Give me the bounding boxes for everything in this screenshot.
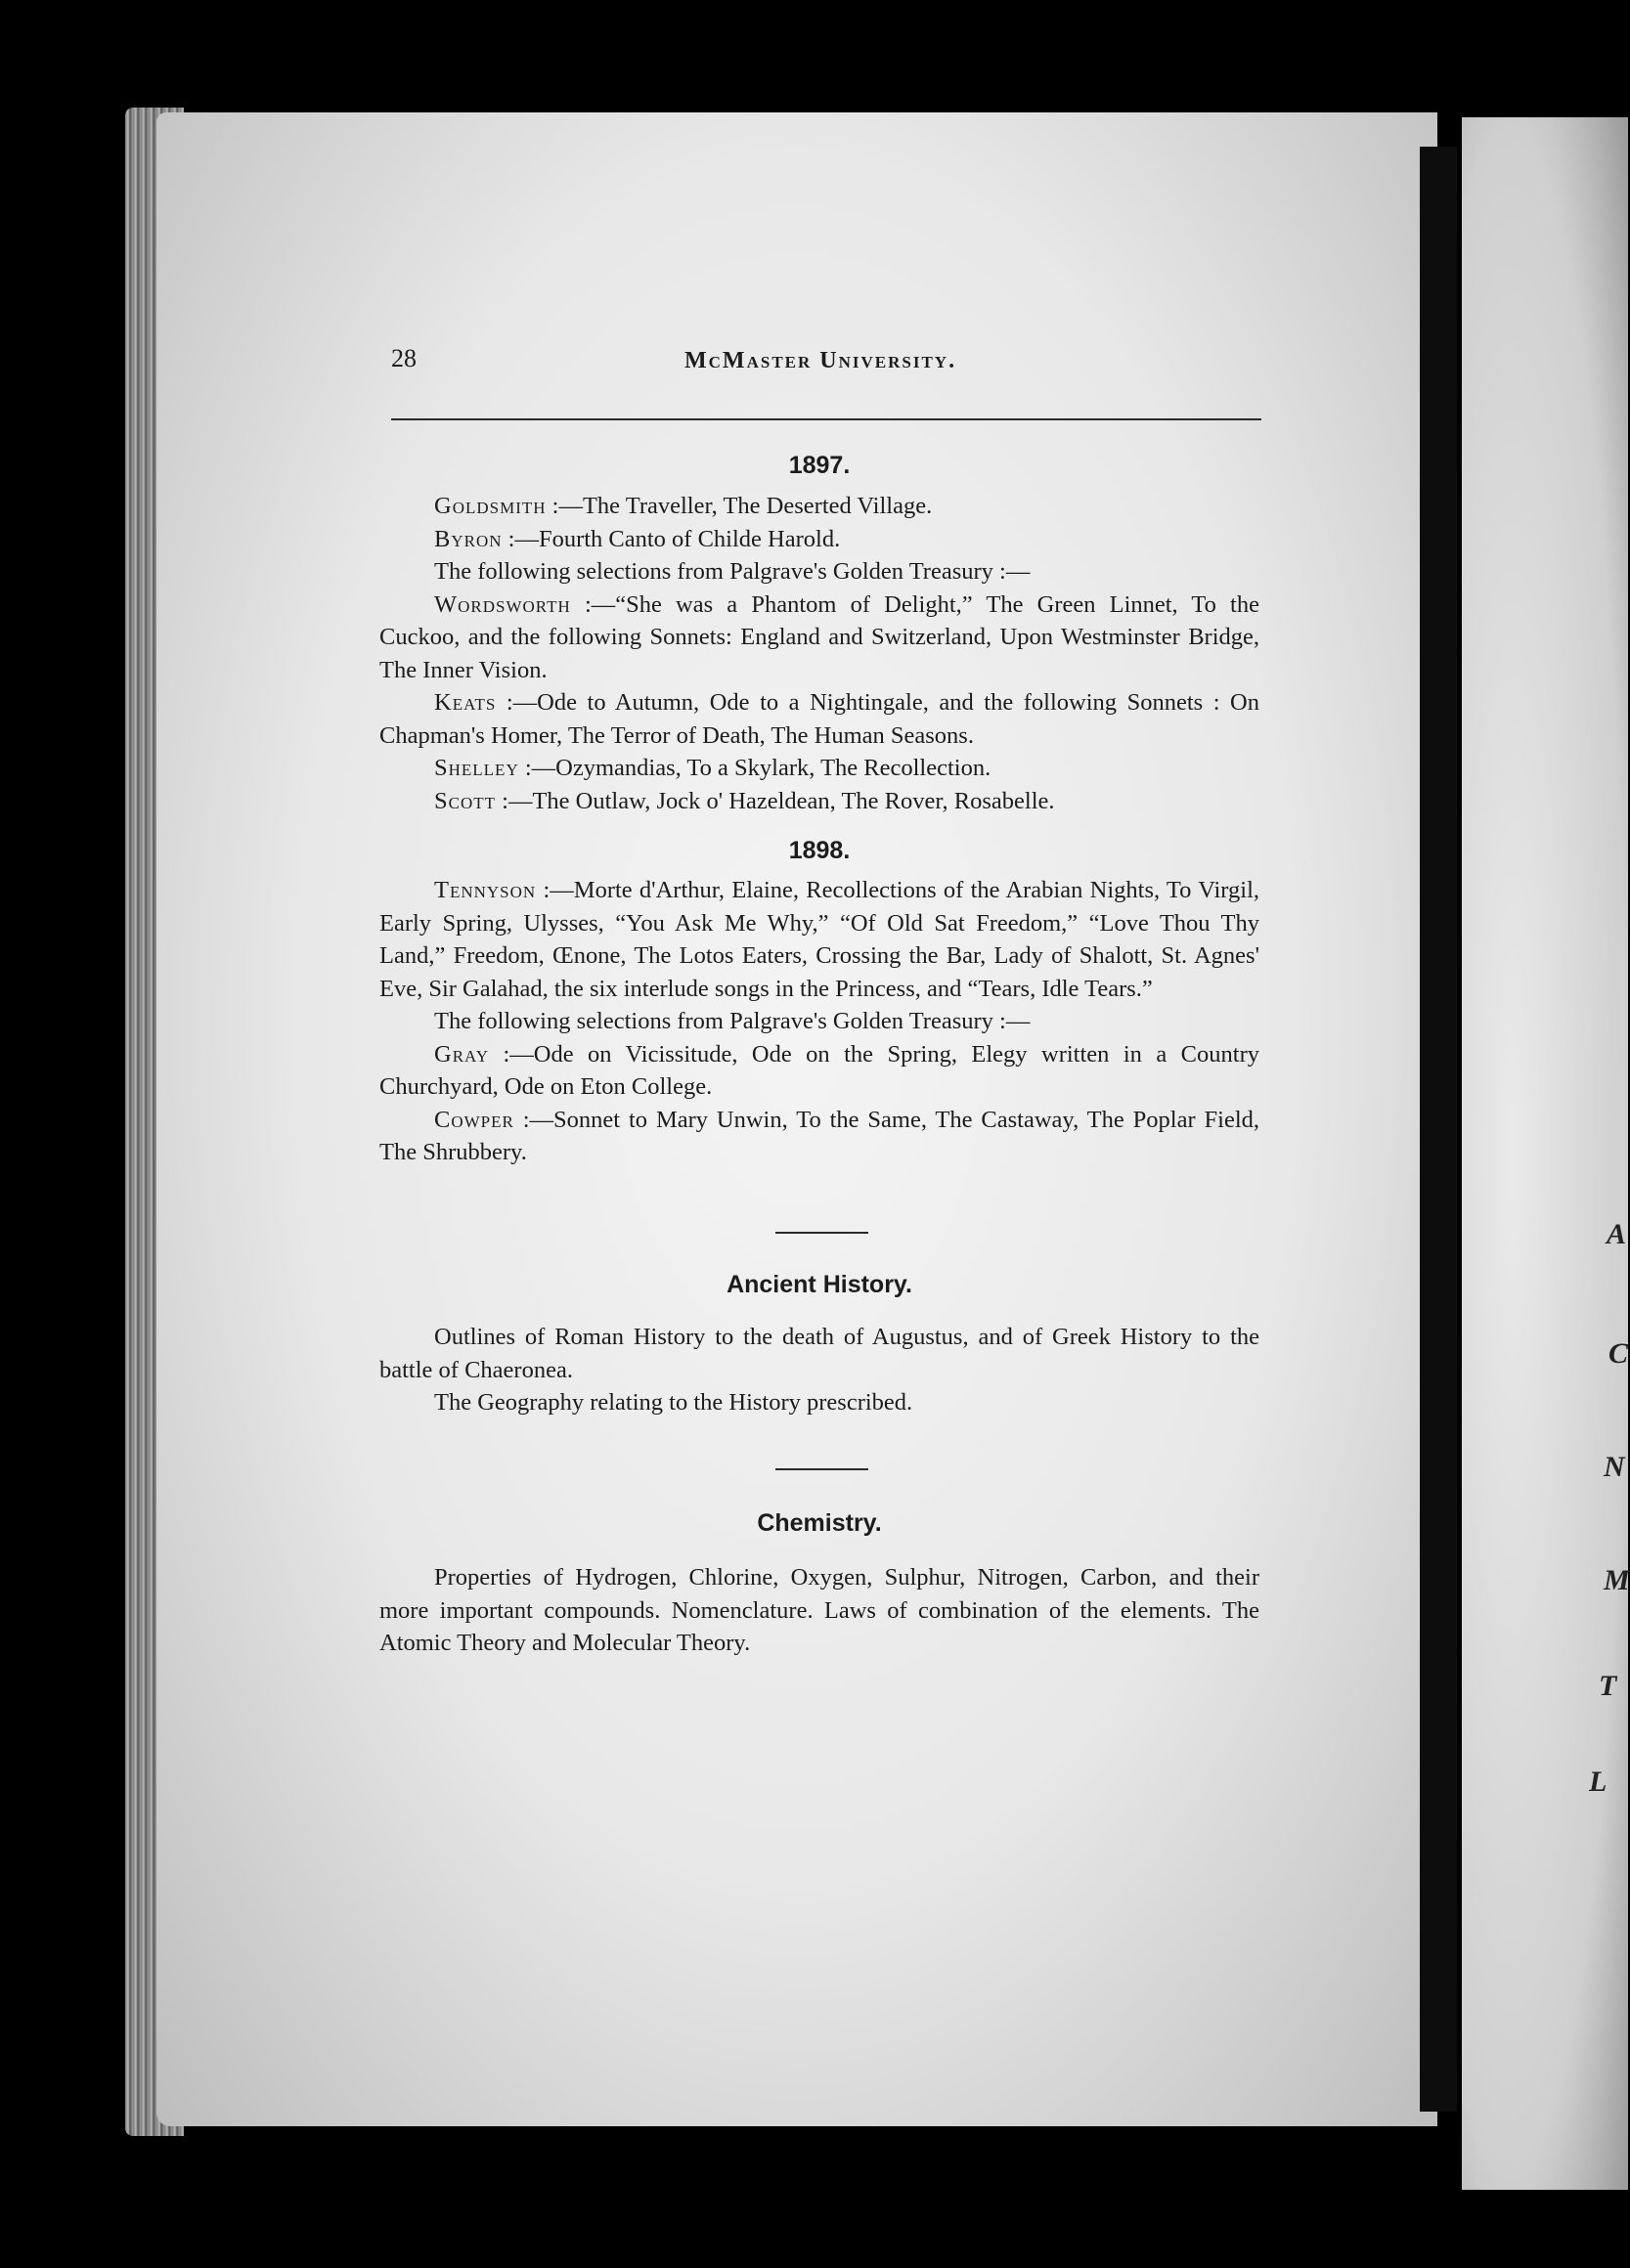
entry-text: :—The Outlaw, Jock o' Hazeldean, The Rover, Rosabelle.	[496, 787, 1055, 814]
author-name: Byron	[434, 525, 503, 552]
entry-keats	[379, 686, 1259, 752]
header-rule	[391, 418, 1261, 420]
entry-text: :—Morte d'Arthur, Elaine, Recollections of the Arabian Nights, To Virgil, Early Spring, Ulysses, “You Ask Me Why,” “Of Old Sat Freedom,” “Love Thou Thy Land,” Freedom, Œnone, The Lotos Eaters, Crossing the Bar, Lady of Shalott, St. Agnes' Eve, Sir Galahad, the six interlude songs in the Princess, and “Tears, Idle Tears.”	[379, 877, 1259, 1002]
section-divider	[775, 1232, 868, 1234]
year-heading-1898: 1898.	[788, 837, 851, 864]
running-title: McMaster University.	[684, 348, 957, 373]
facing-page-fragment: N	[1604, 1451, 1625, 1483]
author-name: Shelley	[434, 755, 519, 781]
entry-wordsworth	[379, 589, 1259, 687]
facing-page-fragment: L	[1589, 1766, 1608, 1798]
entry-palgrave-intro	[379, 1005, 1259, 1038]
ancient-history-paragraph: The Geography relating to the History prescribed.	[434, 1389, 913, 1416]
entry-text: :—“She was a Phantom of Delight,” The Green Linnet, To the Cuckoo, and the following Sonnets: England and Switzerland, Upon Westminster Bridge, The Inner Vision.	[379, 590, 1259, 683]
chemistry-paragraph: Properties of Hydrogen, Chlorine, Oxygen, Sulphur, Nitrogen, Carbon, and their more important compounds. Nomenclature. Laws of combination of the elements. The Atomic Theory and Molecular Theory.	[379, 1564, 1259, 1656]
book-gutter	[1420, 147, 1457, 2112]
entry-gray	[379, 1038, 1259, 1104]
ancient-history-paragraph: Outlines of Roman History to the death of Augustus, and of Greek History to the battle of Chaeronea.	[379, 1324, 1259, 1383]
ancient-history-heading: Ancient History.	[727, 1271, 912, 1298]
author-name: Keats	[434, 689, 497, 716]
entry-text: :—Ozymandias, To a Skylark, The Recollection.	[518, 755, 991, 781]
author-name: Tennyson	[434, 877, 537, 903]
entry-text: :—Ode to Autumn, Ode to a Nightingale, and the following Sonnets : On Chapman's Homer, The Terror of Death, The Human Seasons.	[379, 689, 1259, 749]
section-1898-body	[379, 874, 1259, 1169]
entry-text: :—Fourth Canto of Childe Harold.	[502, 525, 841, 552]
entry-text: The following selections from Palgrave's Golden Treasury :—	[434, 558, 1031, 585]
entry-goldsmith	[379, 490, 1259, 523]
author-name: Cowper	[434, 1106, 514, 1133]
chemistry-heading: Chemistry.	[757, 1509, 882, 1537]
entry-byron	[379, 523, 1259, 556]
author-name: Goldsmith	[434, 493, 547, 519]
chemistry-body	[379, 1561, 1259, 1660]
section-divider	[775, 1468, 868, 1470]
entry-text: The following selections from Palgrave's Golden Treasury :—	[434, 1008, 1031, 1034]
entry-shelley	[379, 752, 1259, 785]
entry-tennyson	[379, 874, 1259, 1005]
author-name: Gray	[434, 1040, 490, 1068]
entry-scott	[379, 785, 1259, 818]
entry-text: :—Sonnet to Mary Unwin, To the Same, The Castaway, The Poplar Field, The Shrubbery.	[379, 1106, 1259, 1165]
section-1897-body	[379, 490, 1259, 817]
facing-page-fragment: M	[1604, 1564, 1630, 1596]
entry-text: :—The Traveller, The Deserted Village.	[546, 493, 933, 519]
author-name: Wordsworth	[434, 590, 571, 618]
page-number: 28	[391, 344, 417, 372]
year-heading-1897: 1897.	[788, 452, 851, 479]
ancient-history-body	[379, 1321, 1259, 1419]
entry-text: :—Ode on Vicissitude, Ode on the Spring, Elegy written in a Country Churchyard, Ode on Eton College.	[379, 1040, 1259, 1100]
facing-page	[1462, 117, 1628, 2190]
entry-cowper	[379, 1104, 1259, 1169]
author-name: Scott	[434, 787, 497, 814]
facing-page-fragment: C	[1608, 1337, 1629, 1370]
facing-page-fragment: A	[1607, 1218, 1627, 1250]
entry-palgrave-intro	[379, 555, 1259, 589]
facing-page-fragment: T	[1599, 1670, 1617, 1702]
